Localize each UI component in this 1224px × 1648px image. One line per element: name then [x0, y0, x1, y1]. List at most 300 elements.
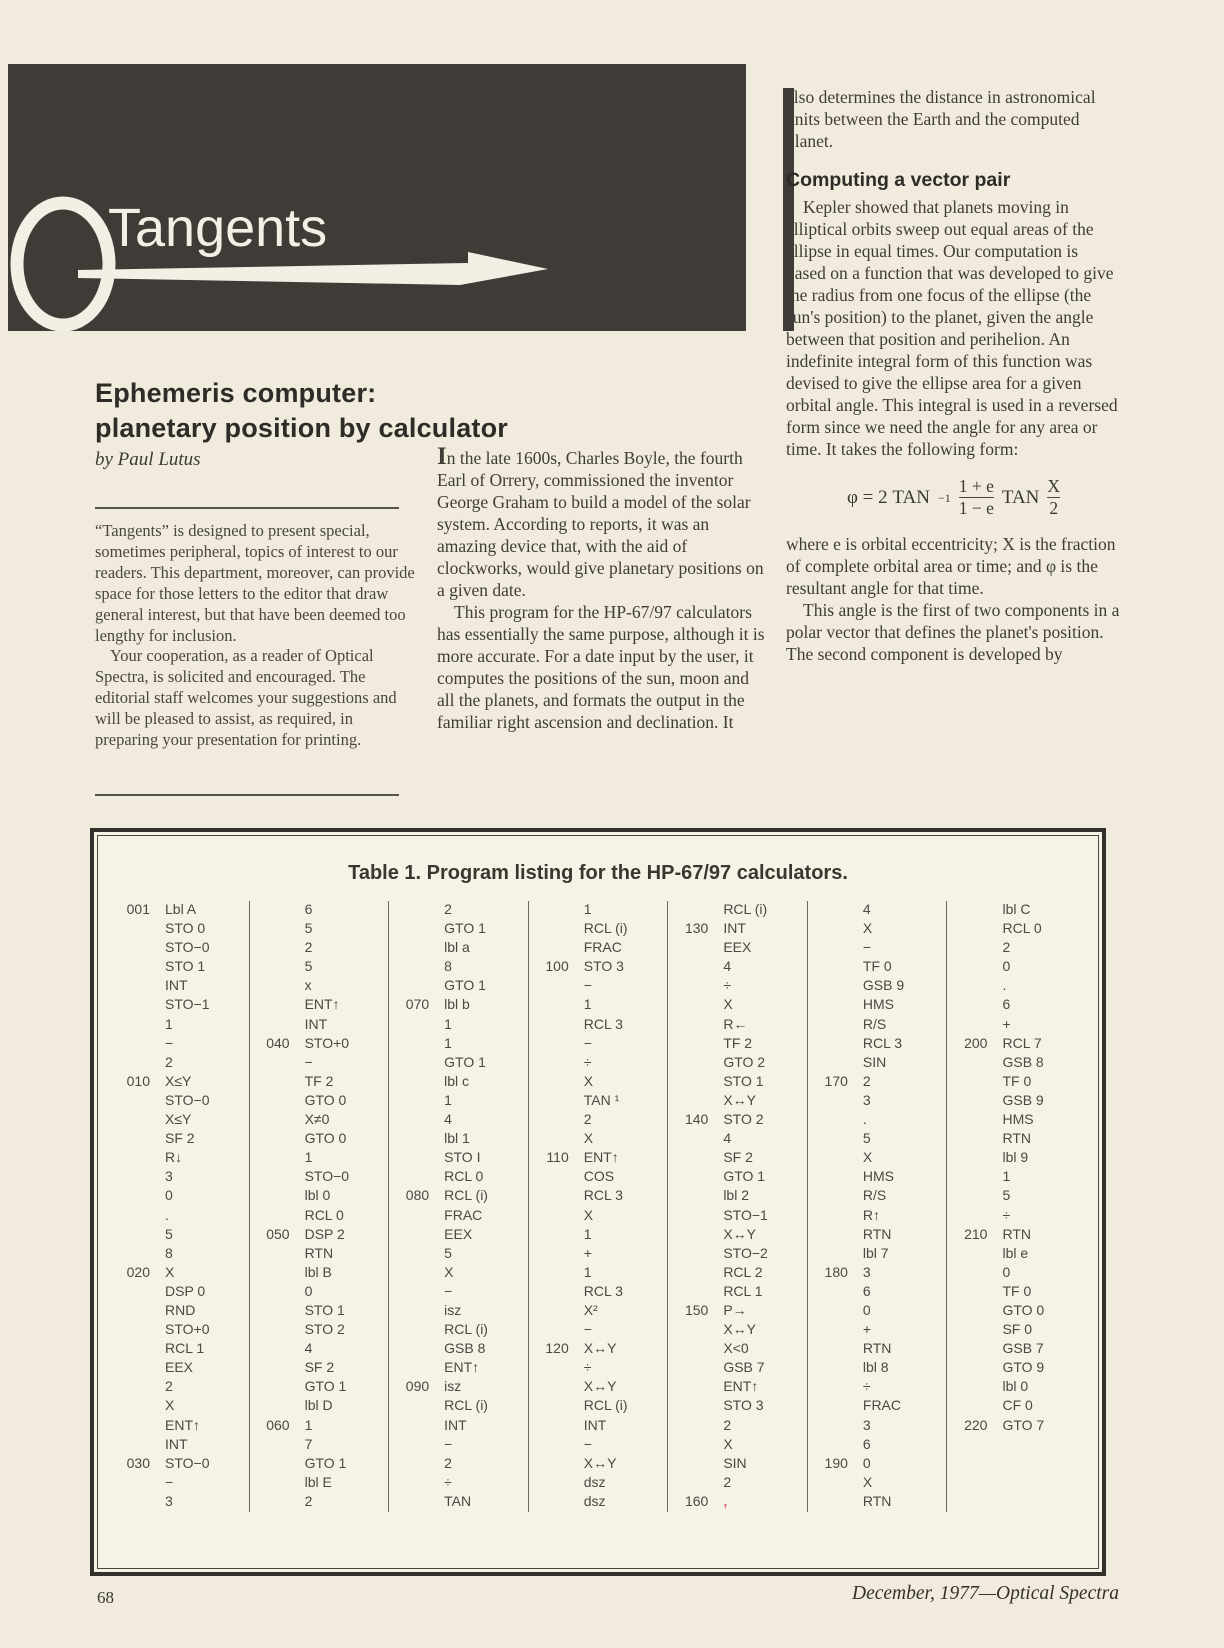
step-instruction: GSB 7: [723, 1359, 765, 1376]
program-step: [951, 977, 1086, 996]
step-instruction: 1: [444, 1015, 452, 1032]
program-step: [114, 1359, 249, 1378]
program-step: [812, 1245, 947, 1264]
step-instruction: 0: [1002, 958, 1011, 975]
program-column-2: [250, 901, 390, 1512]
program-step: [533, 1264, 668, 1283]
divider-bottom: [95, 794, 399, 796]
step-instruction: 2: [862, 1072, 871, 1089]
article-paragraph-2: This program for the HP-67/97 calculators has essentially the same purpose, although it is more accurate. For a date input by the user, it computes the positions of the sun, moon and all the planets, and formats the output in the familiar right ascension and declination. It: [437, 602, 765, 732]
step-instruction: 2: [304, 1492, 313, 1509]
program-step: [812, 939, 947, 958]
step-instruction: isz: [444, 1301, 462, 1318]
step-instruction: lbl c: [444, 1072, 470, 1089]
step-instruction: RTN: [1002, 1130, 1031, 1147]
step-number: 090: [405, 1378, 430, 1395]
step-instruction: GSB 9: [1002, 1091, 1044, 1108]
program-step: [533, 1302, 668, 1321]
formula-fraction-1: [959, 477, 994, 518]
step-instruction: R/S: [862, 1015, 887, 1032]
program-step: [672, 1016, 807, 1035]
step-instruction: X↔Y: [583, 1378, 617, 1395]
step-instruction: 0: [862, 1454, 871, 1471]
step-instruction: INT: [723, 920, 746, 937]
step-instruction: X: [165, 1397, 175, 1414]
step-instruction: X: [583, 1072, 594, 1089]
step-instruction: SIN: [723, 1454, 747, 1471]
step-instruction: ÷: [862, 1378, 871, 1395]
step-instruction: HMS: [862, 1168, 895, 1185]
step-instruction: RCL 0: [304, 1206, 344, 1223]
program-step: [254, 1378, 389, 1397]
program-step: [672, 1035, 807, 1054]
step-instruction: ENT↑: [444, 1359, 480, 1376]
program-step: [951, 901, 1086, 920]
step-instruction: X↔Y: [723, 1321, 756, 1338]
step-instruction: R/S: [862, 1187, 887, 1204]
program-step: [533, 1226, 668, 1245]
program-step: [533, 1130, 668, 1149]
step-instruction: INT: [165, 1435, 188, 1452]
step-instruction: TF 2: [304, 1072, 334, 1089]
step-instruction: lbl B: [304, 1263, 332, 1280]
program-step: [393, 1016, 528, 1035]
step-instruction: GSB 8: [1002, 1053, 1044, 1070]
program-step: [114, 1226, 249, 1245]
step-instruction: X: [862, 1473, 873, 1490]
step-instruction: GSB 8: [444, 1340, 486, 1357]
step-instruction: 2: [165, 1378, 173, 1395]
program-step: [951, 939, 1086, 958]
step-instruction: SF 0: [1002, 1321, 1033, 1338]
step-instruction: GTO 1: [444, 977, 486, 994]
step-instruction: 0: [862, 1301, 871, 1318]
step-instruction: 1: [304, 1416, 313, 1433]
program-column-4: [529, 901, 669, 1512]
step-instruction: GTO 1: [723, 1168, 766, 1185]
program-step: [114, 958, 249, 977]
step-instruction: 1: [583, 996, 592, 1013]
program-step: [254, 1321, 389, 1340]
program-step: [114, 939, 249, 958]
program-step: [951, 1111, 1086, 1130]
program-step: [672, 1187, 807, 1206]
step-instruction: STO I: [444, 1149, 481, 1166]
title-line-1: Ephemeris computer:: [95, 378, 377, 408]
step-instruction: TF 0: [1002, 1282, 1032, 1299]
step-instruction: X≤Y: [165, 1111, 192, 1128]
step-number: 160: [684, 1492, 709, 1509]
program-step: [254, 1111, 389, 1130]
step-instruction: RCL 3: [583, 1187, 623, 1204]
program-step: [951, 1302, 1086, 1321]
step-instruction: 7: [304, 1435, 313, 1452]
program-step: [254, 1149, 389, 1168]
program-step: [254, 939, 389, 958]
program-step: [254, 1226, 389, 1245]
step-instruction: 2: [165, 1053, 173, 1070]
program-step: [254, 1187, 389, 1206]
step-instruction: DSP 2: [304, 1225, 345, 1242]
program-step: [393, 1283, 528, 1302]
program-step: [672, 1397, 807, 1416]
step-instruction: ENT↑: [165, 1416, 200, 1433]
article-column-middle: [437, 444, 770, 733]
program-step: [533, 920, 668, 939]
step-instruction: STO 1: [165, 958, 206, 975]
program-step: [951, 1359, 1086, 1378]
program-step: [812, 1321, 947, 1340]
program-step: [533, 1321, 668, 1340]
step-instruction: TF 2: [723, 1034, 753, 1051]
program-step: [254, 901, 389, 920]
program-step: [533, 1283, 668, 1302]
step-instruction: RTN: [862, 1492, 892, 1509]
program-step: [533, 1359, 668, 1378]
step-number: 030: [126, 1454, 150, 1471]
program-step: [393, 1073, 528, 1092]
program-step: [393, 1321, 528, 1340]
program-step: [254, 1397, 389, 1416]
step-instruction: SIN: [862, 1053, 887, 1070]
program-step: [254, 1054, 389, 1073]
step-number: 050: [266, 1225, 290, 1242]
step-instruction: RCL 0: [444, 1168, 484, 1185]
program-step: [114, 1264, 249, 1283]
program-step: [951, 958, 1086, 977]
step-instruction: X²: [583, 1301, 598, 1318]
program-step: [812, 1207, 947, 1226]
footer-issue-label: December, 1977—Optical Spectra: [852, 1583, 1119, 1604]
step-instruction: −: [583, 1321, 592, 1338]
step-instruction: ÷: [583, 1359, 592, 1376]
step-instruction: 1: [444, 1091, 452, 1108]
program-step: [393, 920, 528, 939]
program-step: [533, 996, 668, 1015]
program-step: [951, 1149, 1086, 1168]
step-number: 001: [126, 901, 150, 917]
step-instruction: 2: [1002, 939, 1011, 956]
step-instruction: −: [165, 1473, 174, 1490]
program-step: [672, 1130, 807, 1149]
program-step: [254, 1455, 389, 1474]
program-step: [393, 1493, 528, 1512]
step-instruction: STO−0: [304, 1168, 350, 1185]
program-column-1: [110, 901, 250, 1512]
step-instruction: 1: [165, 1015, 173, 1032]
program-step: [114, 1455, 249, 1474]
program-step: [114, 1111, 249, 1130]
program-step: [812, 1359, 947, 1378]
step-instruction: INT: [444, 1416, 467, 1433]
step-instruction: RCL 3: [583, 1015, 623, 1032]
step-instruction: COS: [583, 1168, 615, 1185]
program-step: [533, 1073, 668, 1092]
program-step: [393, 1436, 528, 1455]
formula-mid: TAN: [1001, 486, 1040, 508]
program-step: [533, 1436, 668, 1455]
step-instruction: RCL 1: [723, 1282, 763, 1299]
program-step: [672, 1493, 807, 1512]
formula-exponent: −1: [937, 490, 951, 505]
step-instruction: GTO 0: [1002, 1301, 1045, 1318]
program-step: [114, 1187, 249, 1206]
program-step: [254, 1264, 389, 1283]
step-instruction: DSP 0: [165, 1282, 206, 1299]
fraction-2-numerator: X: [1047, 476, 1061, 496]
step-instruction: −: [583, 1435, 592, 1452]
step-instruction: x: [304, 977, 312, 994]
step-instruction: 3: [862, 1263, 871, 1280]
program-step: [114, 1302, 249, 1321]
program-step: [114, 996, 249, 1015]
step-instruction: STO 1: [304, 1301, 345, 1318]
program-step: [533, 1092, 668, 1111]
program-step: [393, 901, 528, 920]
program-step: [393, 1149, 528, 1168]
program-step: [114, 1397, 249, 1416]
program-step: [951, 1016, 1086, 1035]
step-instruction: STO−0: [165, 1454, 210, 1471]
program-step: [812, 1149, 947, 1168]
step-number: 120: [545, 1340, 569, 1357]
step-instruction: 5: [304, 920, 313, 937]
step-instruction: P→: [723, 1301, 747, 1318]
program-step: [951, 1187, 1086, 1206]
program-step: [254, 1340, 389, 1359]
step-instruction: INT: [583, 1416, 607, 1433]
program-step: [393, 1264, 528, 1283]
step-instruction: RCL (i): [583, 920, 628, 937]
program-step: [533, 1111, 668, 1130]
step-instruction: X↔Y: [723, 1091, 756, 1108]
program-step: [393, 1302, 528, 1321]
step-instruction: SF 2: [165, 1130, 195, 1147]
program-step: [393, 977, 528, 996]
program-step: [254, 1417, 389, 1436]
step-instruction: RCL 2: [723, 1263, 763, 1280]
step-instruction: RTN: [1002, 1225, 1031, 1242]
step-instruction: X: [723, 996, 733, 1013]
program-step: [951, 1054, 1086, 1073]
step-instruction: 1: [583, 1263, 592, 1280]
step-instruction: lbl a: [444, 939, 470, 956]
program-step: [393, 1245, 528, 1264]
step-instruction: 2: [444, 1454, 452, 1471]
step-instruction: X: [723, 1435, 733, 1452]
step-instruction: GTO 9: [1002, 1359, 1045, 1376]
step-instruction: isz: [444, 1378, 462, 1395]
program-listing-inner: [97, 835, 1099, 1569]
step-instruction: +: [583, 1244, 592, 1261]
program-step: [393, 939, 528, 958]
program-step: [672, 1092, 807, 1111]
step-instruction: GTO 0: [304, 1130, 347, 1147]
step-instruction: ÷: [723, 977, 731, 994]
step-instruction: RCL 3: [862, 1034, 903, 1051]
step-instruction: STO 0: [165, 920, 206, 937]
program-step: [393, 1092, 528, 1111]
program-column-3: [389, 901, 529, 1512]
program-step: [812, 1035, 947, 1054]
program-step: [812, 1111, 947, 1130]
program-step: [114, 1417, 249, 1436]
divider-top: [95, 507, 399, 509]
step-instruction: lbl 7: [862, 1244, 889, 1261]
program-step: [812, 1455, 947, 1474]
program-step: [812, 920, 947, 939]
step-instruction: Lbl A: [165, 901, 197, 917]
table-title: Table 1. Program listing for the HP-67/97 calculators.: [348, 862, 848, 884]
step-instruction: X≤Y: [165, 1072, 192, 1089]
drop-cap: I: [437, 443, 447, 470]
program-step: [254, 996, 389, 1015]
step-instruction: 3: [165, 1492, 173, 1509]
step-instruction: RND: [165, 1301, 196, 1318]
page-title: [95, 376, 508, 446]
brand-text: Tangents: [108, 198, 328, 258]
program-step: [951, 1130, 1086, 1149]
step-instruction: TF 0: [1002, 1072, 1032, 1089]
step-instruction: 2: [444, 901, 452, 917]
program-step: [533, 1417, 668, 1436]
step-instruction: RCL (i): [444, 1397, 488, 1414]
article-paragraph-1: [437, 444, 770, 601]
step-instruction: lbl 1: [444, 1130, 470, 1147]
step-instruction: STO 2: [304, 1321, 345, 1338]
step-instruction: 5: [444, 1244, 452, 1261]
step-number: 020: [126, 1263, 150, 1280]
program-step: [114, 1321, 249, 1340]
program-step: [812, 1016, 947, 1035]
orbital-angle-formula: [786, 477, 1121, 518]
step-instruction: .: [1002, 977, 1007, 994]
step-instruction: R←: [723, 1015, 748, 1032]
program-step: [812, 901, 947, 920]
step-instruction: 1: [1002, 1168, 1011, 1185]
program-step: [672, 1474, 807, 1493]
program-step: [254, 920, 389, 939]
program-step: [114, 1168, 249, 1187]
program-step: [114, 901, 249, 920]
program-step: [812, 1130, 947, 1149]
step-instruction: STO−2: [723, 1244, 768, 1261]
program-step: [114, 1016, 249, 1035]
program-step: [533, 1168, 668, 1187]
step-instruction: FRAC: [583, 939, 622, 956]
step-instruction: 4: [862, 901, 871, 917]
step-number: 010: [126, 1072, 150, 1089]
program-column-6: [808, 901, 948, 1512]
program-step: [393, 996, 528, 1015]
program-step: [812, 958, 947, 977]
step-instruction: SF 2: [723, 1149, 753, 1166]
step-instruction: −: [444, 1435, 453, 1452]
program-step: [254, 1283, 389, 1302]
program-step: [812, 1397, 947, 1416]
step-instruction: −: [862, 939, 872, 956]
program-step: [254, 1130, 389, 1149]
step-instruction: 2: [583, 1111, 592, 1128]
step-instruction: 2: [304, 939, 313, 956]
program-step: [951, 1092, 1086, 1111]
step-instruction: EEX: [165, 1359, 194, 1376]
program-step: [951, 1168, 1086, 1187]
program-step: [672, 1073, 807, 1092]
step-instruction: GTO 1: [304, 1454, 347, 1471]
program-step: [672, 958, 807, 977]
program-step: [672, 1436, 807, 1455]
program-step: [812, 1302, 947, 1321]
program-step: [672, 1149, 807, 1168]
program-step: [533, 1016, 668, 1035]
step-instruction: 8: [444, 958, 452, 975]
program-step: [254, 1302, 389, 1321]
step-number: 190: [824, 1454, 848, 1471]
red-print-mark: ,: [723, 1492, 728, 1509]
step-instruction: X↔Y: [583, 1340, 617, 1357]
program-step: [114, 977, 249, 996]
program-step: [533, 1245, 668, 1264]
fraction-1-numerator: 1 + e: [958, 476, 994, 496]
step-instruction: 1: [444, 1034, 452, 1051]
step-instruction: GSB 9: [862, 977, 905, 994]
step-instruction: −: [583, 1034, 592, 1051]
step-instruction: X: [583, 1130, 594, 1147]
step-instruction: TAN: [444, 1492, 472, 1509]
program-step: [533, 977, 668, 996]
step-instruction: 1: [583, 1225, 592, 1242]
program-step: [951, 996, 1086, 1015]
program-step: [114, 1149, 249, 1168]
program-step: [254, 1359, 389, 1378]
step-instruction: 4: [723, 958, 732, 975]
program-step: [533, 1474, 668, 1493]
program-step: [393, 1359, 528, 1378]
program-step: [393, 1455, 528, 1474]
program-step: [672, 1207, 807, 1226]
program-step: [951, 1245, 1086, 1264]
step-instruction: GTO 7: [1002, 1416, 1045, 1433]
step-instruction: lbl 9: [1002, 1149, 1029, 1166]
step-instruction: X: [165, 1263, 175, 1280]
program-step: [812, 1264, 947, 1283]
step-instruction: TF 0: [862, 958, 892, 975]
step-instruction: STO−0: [165, 1091, 210, 1108]
step-instruction: lbl 0: [1002, 1378, 1029, 1395]
step-instruction: 4: [304, 1340, 313, 1357]
program-step: [254, 1474, 389, 1493]
step-number: 100: [545, 958, 569, 975]
step-instruction: 5: [862, 1130, 871, 1147]
program-step: [951, 1264, 1086, 1283]
program-step: [393, 1035, 528, 1054]
step-instruction: lbl b: [444, 996, 470, 1013]
step-instruction: GTO 1: [304, 1378, 347, 1395]
program-step: [533, 1493, 668, 1512]
program-step: [114, 920, 249, 939]
step-instruction: 0: [165, 1187, 173, 1204]
step-number: 150: [684, 1301, 709, 1318]
step-instruction: 0: [304, 1282, 313, 1299]
program-step: [393, 1417, 528, 1436]
step-instruction: HMS: [862, 996, 895, 1013]
program-step: [951, 1283, 1086, 1302]
page-number: 68: [97, 1588, 114, 1607]
step-instruction: lbl C: [1002, 901, 1031, 917]
program-step: [393, 1397, 528, 1416]
program-step: [812, 1073, 947, 1092]
